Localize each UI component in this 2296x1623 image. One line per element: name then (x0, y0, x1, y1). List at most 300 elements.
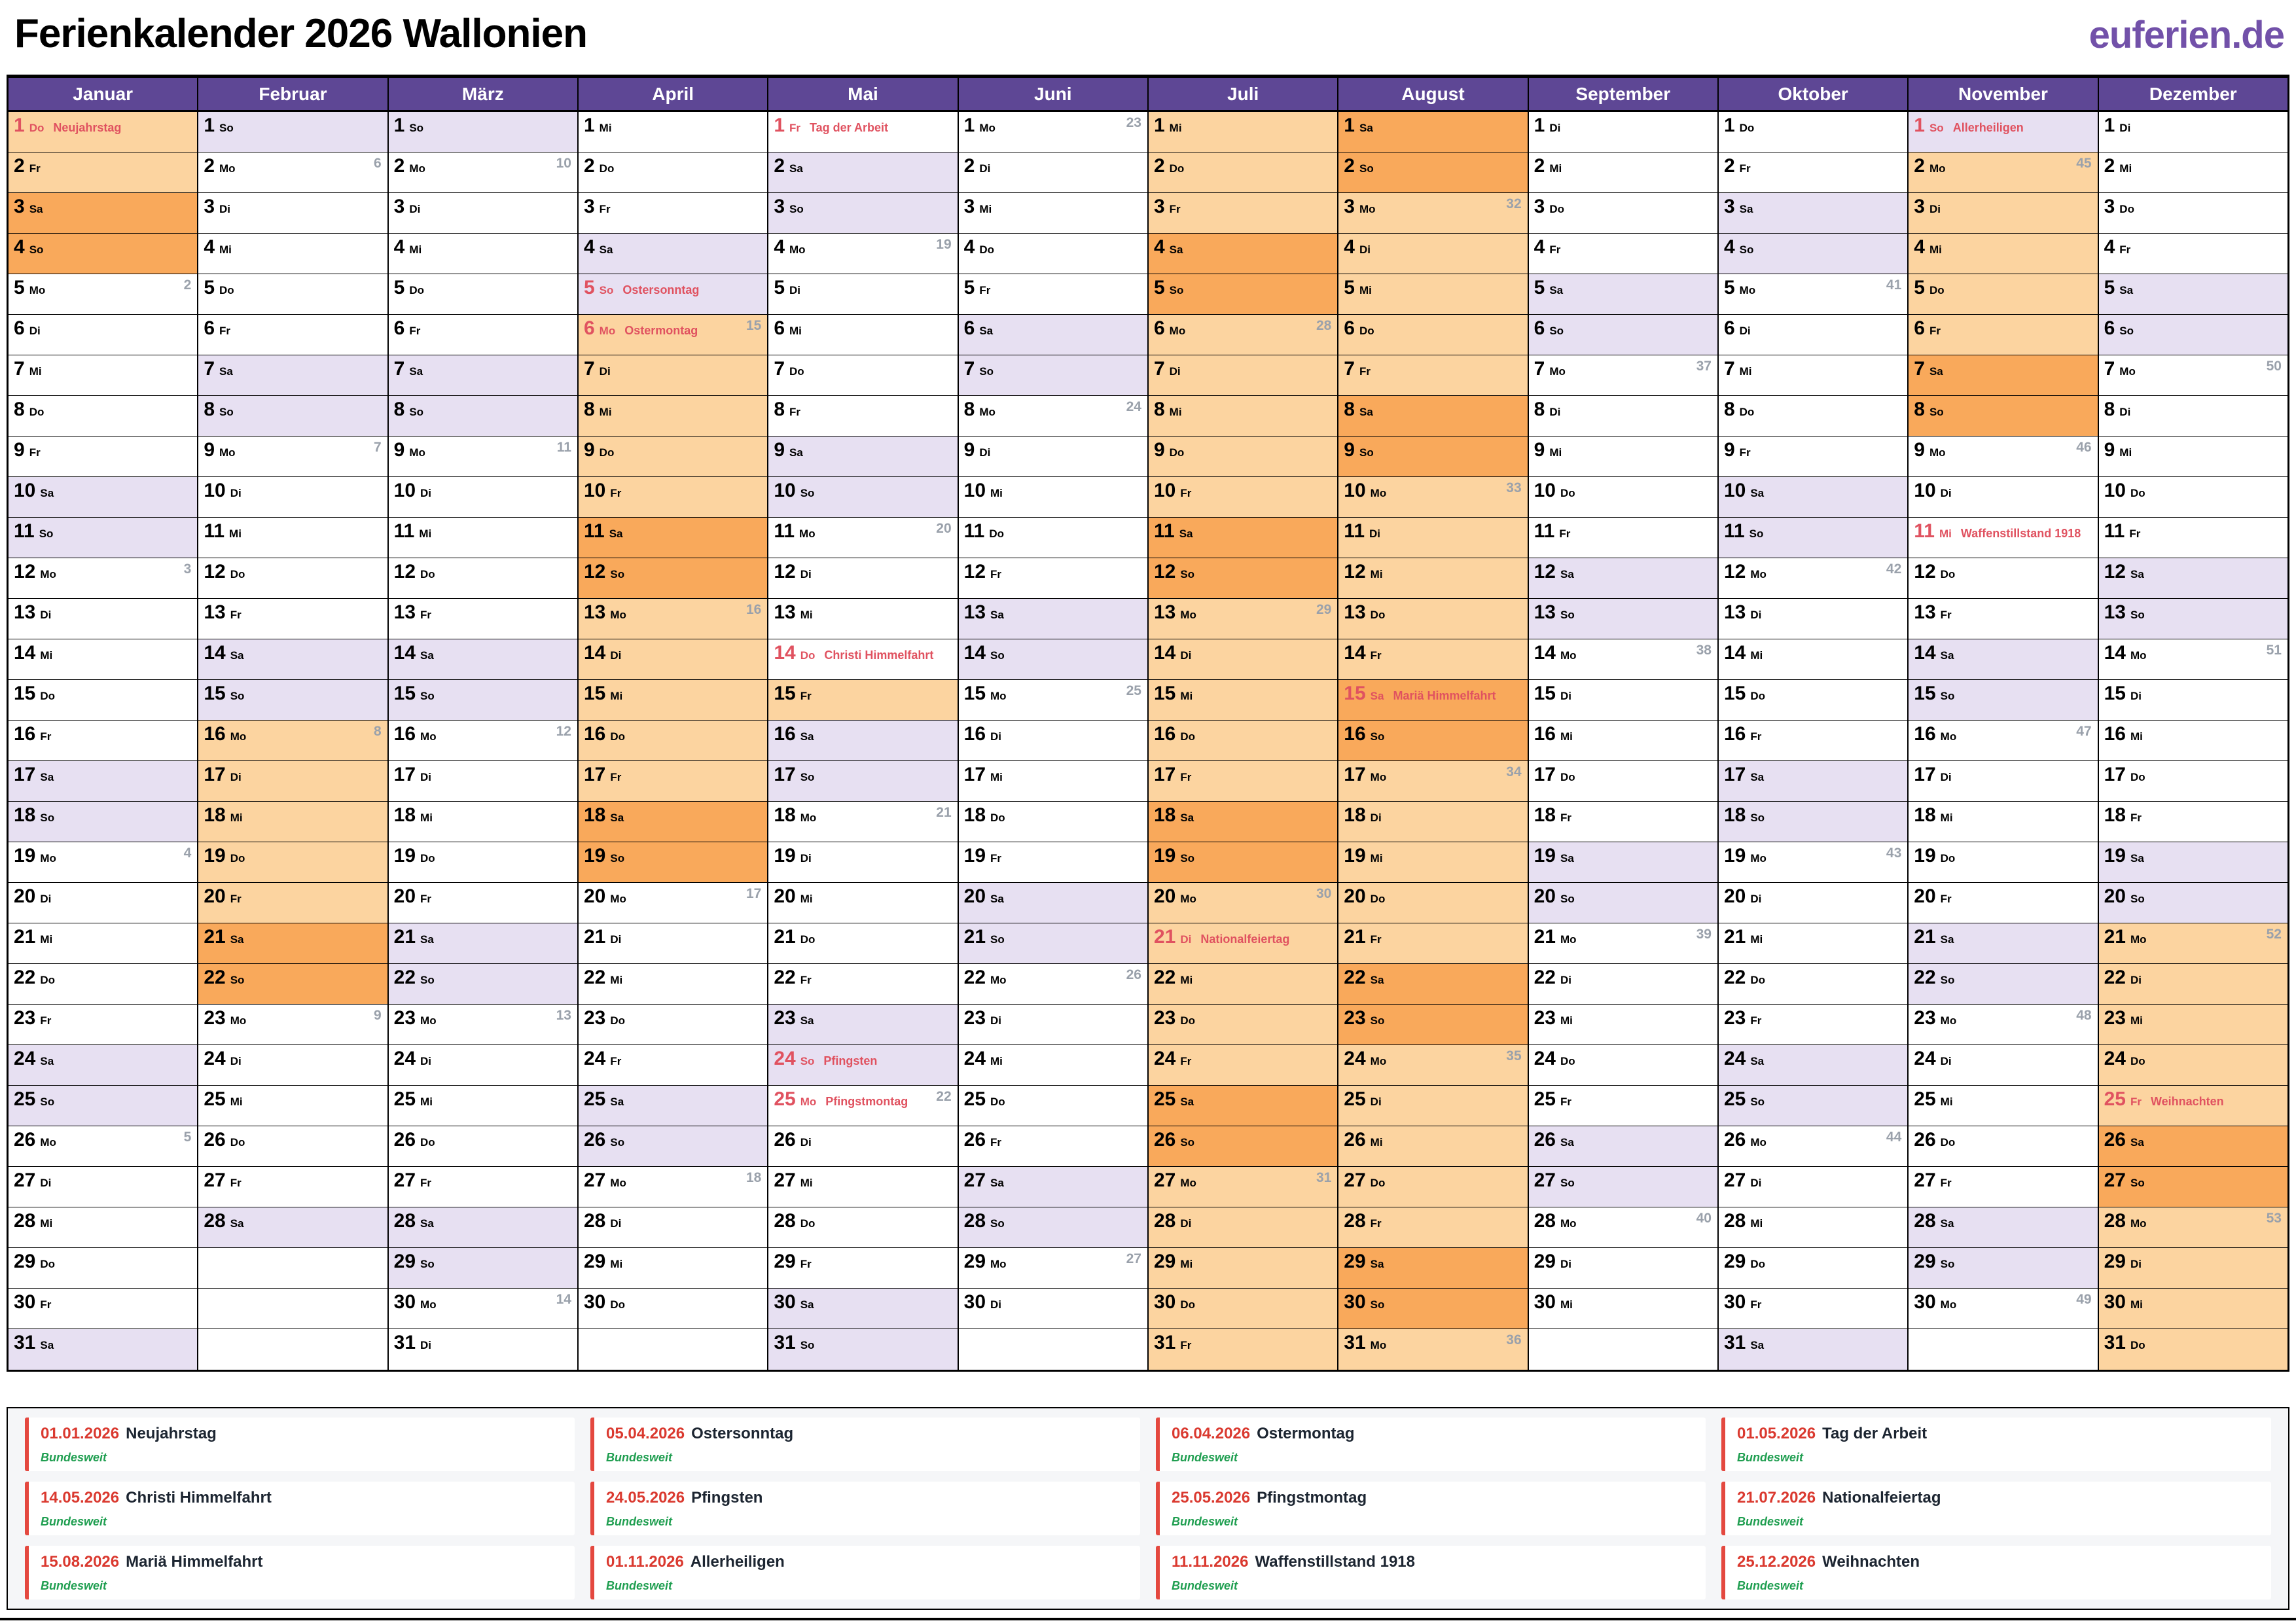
weekday-label: Mi (599, 122, 612, 134)
weekday-label: Sa (40, 487, 54, 499)
day-number: 23 (2104, 1007, 2126, 1029)
week-number: 17 (745, 886, 762, 901)
weekday-label: Mo (979, 122, 996, 134)
day-number: 20 (2104, 885, 2126, 907)
weekday-label: Mo (1940, 1298, 1957, 1311)
day-number: 22 (1344, 967, 1366, 988)
day-number: 27 (1914, 1169, 1936, 1191)
day-november-19 (1909, 842, 2097, 883)
day-number: 19 (1534, 845, 1556, 866)
week-number: 33 (1506, 480, 1522, 495)
week-number: 22 (936, 1089, 952, 1104)
holiday-legend-grid (25, 1418, 2271, 1599)
legend-scope: Bundesweit (606, 1578, 673, 1592)
day-number: 12 (2104, 561, 2126, 582)
weekday-label: Do (800, 933, 816, 946)
day-number: 24 (393, 1048, 416, 1069)
day-marz-25 (389, 1086, 577, 1126)
weekday-label: Di (789, 284, 800, 296)
day-dezember-22 (2099, 964, 2287, 1005)
weekday-label: Di (610, 933, 622, 946)
weekday-label: Mi (800, 893, 813, 905)
holiday-label: Nationalfeiertag (1200, 933, 1290, 946)
day-marz-19 (389, 842, 577, 883)
day-september-19 (1529, 842, 1717, 883)
weekday-label: Fr (979, 284, 991, 296)
weekday-label: Mo (610, 893, 626, 905)
day-dezember-21 (2099, 923, 2287, 964)
day-number: 26 (2104, 1129, 2126, 1150)
weekday-label: Fr (990, 1136, 1002, 1149)
weekday-label: So (39, 527, 54, 540)
day-number: 14 (1534, 642, 1556, 664)
day-number: 2 (14, 155, 25, 177)
day-number: 8 (774, 399, 785, 420)
day-november-7 (1909, 355, 2097, 396)
weekday-label: Di (40, 609, 52, 621)
day-februar-26 (198, 1126, 387, 1167)
weekday-label: Fr (789, 406, 800, 418)
day-mai-26 (768, 1126, 957, 1167)
weekday-label: So (230, 690, 245, 702)
day-number: 30 (1534, 1291, 1556, 1313)
legend-date: 01.01.2026 (41, 1424, 120, 1442)
day-number: 4 (393, 236, 405, 258)
day-number: 16 (14, 723, 36, 745)
weekday-label: Mo (1560, 649, 1577, 662)
day-number: 2 (1344, 155, 1355, 177)
day-februar-16 (198, 721, 387, 761)
day-dezember-29 (2099, 1248, 2287, 1289)
day-oktober-25 (1719, 1086, 1907, 1126)
day-juli-11 (1149, 518, 1337, 558)
month-column-mai (767, 78, 957, 1370)
weekday-label: Di (2130, 690, 2142, 702)
day-april-1 (579, 112, 767, 152)
day-number: 27 (583, 1169, 606, 1191)
day-number: 31 (2104, 1332, 2126, 1353)
day-februar-6 (198, 315, 387, 355)
day-number: 12 (204, 561, 226, 582)
day-number: 10 (1723, 480, 1746, 501)
day-number: 10 (1344, 480, 1366, 501)
day-number: 18 (583, 804, 606, 826)
day-number: 4 (14, 236, 25, 258)
day-number: 1 (1914, 115, 1925, 136)
day-number: 30 (1723, 1291, 1746, 1313)
weekday-label: Di (1940, 487, 1952, 499)
weekday-label: Mi (40, 1217, 53, 1230)
day-april-4 (579, 234, 767, 274)
day-number: 6 (14, 317, 25, 339)
week-number: 3 (183, 562, 192, 577)
week-number: 12 (556, 724, 571, 739)
weekday-label: Di (990, 730, 1002, 743)
day-number: 26 (1153, 1129, 1176, 1150)
day-number: 16 (1344, 723, 1366, 745)
day-number: 28 (774, 1210, 796, 1232)
day-number: 13 (2104, 601, 2126, 623)
weekday-label: Mo (2130, 1217, 2147, 1230)
weekday-label: Do (1169, 446, 1185, 459)
day-number: 23 (1344, 1007, 1366, 1029)
weekday-label: Do (40, 1258, 56, 1270)
day-dezember-30 (2099, 1289, 2287, 1329)
day-januar-7 (9, 355, 197, 396)
day-marz-14 (389, 639, 577, 680)
weekday-label: Sa (1929, 365, 1943, 378)
day-number: 24 (14, 1048, 36, 1069)
weekday-label: Mi (29, 365, 42, 378)
weekday-label: Do (420, 1136, 435, 1149)
weekday-label: Sa (2130, 568, 2144, 580)
day-januar-29 (9, 1248, 197, 1289)
day-januar-8 (9, 396, 197, 437)
day-januar-12 (9, 558, 197, 599)
day-august-17 (1338, 761, 1527, 802)
day-number: 5 (1344, 277, 1355, 298)
day-april-17 (579, 761, 767, 802)
day-februar-8 (198, 396, 387, 437)
weekday-label: Do (990, 1096, 1005, 1108)
month-column-juli (1147, 78, 1337, 1370)
weekday-label: So (1739, 243, 1754, 256)
weekday-label: Di (1560, 690, 1571, 702)
weekday-label: Fr (29, 446, 41, 459)
day-oktober-12 (1719, 558, 1907, 599)
empty-cell (198, 1329, 387, 1370)
weekday-label: Di (230, 771, 242, 783)
weekday-label: So (1549, 325, 1564, 337)
day-november-25 (1909, 1086, 2097, 1126)
weekday-label: Di (1180, 649, 1192, 662)
weekday-label: Mo (420, 730, 437, 743)
day-juni-19 (959, 842, 1147, 883)
day-number: 7 (1344, 358, 1355, 380)
day-september-9 (1529, 437, 1717, 477)
day-dezember-15 (2099, 680, 2287, 721)
weekday-label: Mo (1940, 1014, 1957, 1027)
weekday-label: Do (610, 1298, 626, 1311)
day-januar-21 (9, 923, 197, 964)
weekday-label: Mo (29, 284, 46, 296)
weekday-label: Mi (1180, 974, 1193, 986)
weekday-label: Do (2130, 1339, 2145, 1351)
holiday-label: Neujahrstag (53, 121, 122, 134)
weekday-label: Mi (979, 203, 992, 215)
weekday-label: Di (1180, 933, 1192, 946)
weekday-label: Do (219, 284, 234, 296)
day-april-16 (579, 721, 767, 761)
day-februar-23 (198, 1005, 387, 1045)
weekday-label: Do (1929, 284, 1945, 296)
day-number: 23 (963, 1007, 986, 1029)
weekday-label: Sa (609, 527, 623, 540)
day-number: 9 (963, 439, 975, 461)
day-oktober-13 (1719, 599, 1907, 639)
legend-holiday-name: Christi Himmelfahrt (126, 1488, 272, 1507)
weekday-label: Di (610, 649, 622, 662)
weekday-label: Sa (40, 1055, 54, 1067)
weekday-label: Mo (1940, 730, 1957, 743)
day-april-10 (579, 477, 767, 518)
day-mai-29 (768, 1248, 957, 1289)
day-februar-25 (198, 1086, 387, 1126)
day-number: 13 (1153, 601, 1176, 623)
weekday-label: Mo (599, 325, 616, 337)
weekday-label: Mi (1370, 568, 1383, 580)
day-number: 19 (14, 845, 36, 866)
day-number: 16 (2104, 723, 2126, 745)
day-number: 28 (2104, 1210, 2126, 1232)
day-number: 16 (393, 723, 416, 745)
day-juli-25 (1149, 1086, 1337, 1126)
day-number: 16 (204, 723, 226, 745)
legend-scope: Bundesweit (1172, 1450, 1238, 1464)
weekday-label: So (2130, 893, 2145, 905)
weekday-label: Mo (230, 730, 247, 743)
day-november-17 (1909, 761, 2097, 802)
weekday-label: So (1359, 446, 1374, 459)
weekday-label: Fr (1559, 527, 1571, 540)
weekday-label: Di (420, 487, 432, 499)
day-november-10 (1909, 477, 2097, 518)
day-august-6 (1338, 315, 1527, 355)
week-number: 20 (936, 521, 952, 536)
day-number: 17 (583, 764, 606, 785)
weekday-label: Mi (789, 325, 802, 337)
day-number: 29 (1153, 1251, 1176, 1272)
day-dezember-19 (2099, 842, 2287, 883)
weekday-label: Mi (409, 243, 422, 256)
day-mai-21 (768, 923, 957, 964)
weekday-label: Do (1370, 893, 1386, 905)
weekday-label: Di (1940, 1055, 1952, 1067)
day-number: 8 (204, 399, 215, 420)
weekday-label: Mo (1370, 1055, 1387, 1067)
day-number: 28 (1914, 1210, 1936, 1232)
weekday-label: Fr (1359, 365, 1371, 378)
week-number: 19 (936, 237, 952, 252)
weekday-label: Do (2119, 203, 2134, 215)
weekday-label: Di (610, 1217, 622, 1230)
weekday-label: So (1560, 893, 1575, 905)
weekday-label: Mi (1549, 162, 1562, 175)
weekday-label: Mo (219, 446, 236, 459)
day-number: 26 (963, 1129, 986, 1150)
day-number: 12 (774, 561, 796, 582)
weekday-label: Do (409, 284, 425, 296)
weekday-label: Mi (990, 771, 1003, 783)
day-number: 19 (963, 845, 986, 866)
day-september-11 (1529, 518, 1717, 558)
month-header-april: April (579, 78, 767, 112)
week-number: 53 (2266, 1211, 2282, 1226)
day-number: 19 (204, 845, 226, 866)
day-august-10 (1338, 477, 1527, 518)
day-april-22 (579, 964, 767, 1005)
legend-card-pfingstmontag (1156, 1482, 1706, 1535)
week-number: 2 (183, 277, 192, 293)
day-number: 29 (583, 1251, 606, 1272)
week-number: 35 (1506, 1048, 1522, 1063)
day-januar-1 (9, 112, 197, 152)
weekday-label: So (610, 852, 625, 865)
site-logo[interactable]: euferien.de (2089, 14, 2284, 56)
day-number: 28 (1534, 1210, 1556, 1232)
day-number: 25 (2104, 1088, 2126, 1110)
weekday-label: Mo (230, 1014, 247, 1027)
week-number: 30 (1316, 886, 1332, 901)
weekday-label: Sa (1750, 1339, 1765, 1351)
legend-entry-line (1737, 1553, 2259, 1571)
weekday-label: Do (1180, 1014, 1196, 1027)
day-mai-30 (768, 1289, 957, 1329)
day-marz-4 (389, 234, 577, 274)
day-juli-22 (1149, 964, 1337, 1005)
day-april-15 (579, 680, 767, 721)
weekday-label: Do (789, 365, 804, 378)
legend-date: 11.11.2026 (1172, 1552, 1249, 1571)
day-juli-27 (1149, 1167, 1337, 1207)
day-number: 24 (583, 1048, 606, 1069)
day-number: 27 (1344, 1169, 1366, 1191)
day-number: 9 (14, 439, 25, 461)
day-november-24 (1909, 1045, 2097, 1086)
day-number: 2 (583, 155, 595, 177)
day-number: 8 (1723, 399, 1735, 420)
legend-date: 05.04.2026 (606, 1424, 685, 1442)
month-header-marz: März (389, 78, 577, 112)
weekday-label: Di (1549, 406, 1561, 418)
day-number: 27 (1153, 1169, 1176, 1191)
day-number: 10 (583, 480, 606, 501)
weekday-label: Sa (800, 730, 814, 743)
weekday-label: Di (800, 1136, 812, 1149)
week-number: 36 (1506, 1332, 1522, 1347)
day-juni-21 (959, 923, 1147, 964)
day-oktober-30 (1719, 1289, 1907, 1329)
day-april-12 (579, 558, 767, 599)
day-number: 13 (1344, 601, 1366, 623)
day-januar-2 (9, 152, 197, 193)
day-number: 20 (774, 885, 796, 907)
day-number: 2 (1534, 155, 1545, 177)
weekday-label: So (1749, 527, 1764, 540)
day-number: 16 (1153, 723, 1176, 745)
weekday-label: Fr (599, 203, 611, 215)
day-number: 3 (1723, 196, 1735, 217)
day-februar-18 (198, 802, 387, 842)
day-number: 19 (583, 845, 606, 866)
day-number: 2 (2104, 155, 2115, 177)
weekday-label: So (979, 365, 994, 378)
day-oktober-26 (1719, 1126, 1907, 1167)
day-number: 29 (963, 1251, 986, 1272)
day-mai-9 (768, 437, 957, 477)
day-number: 7 (204, 358, 215, 380)
day-number: 5 (204, 277, 215, 298)
day-februar-15 (198, 680, 387, 721)
day-number: 3 (963, 196, 975, 217)
legend-entry-line (41, 1425, 563, 1443)
day-number: 30 (14, 1291, 36, 1313)
weekday-label: Do (1549, 203, 1564, 215)
day-september-28 (1529, 1207, 1717, 1248)
weekday-label: Mo (990, 1258, 1007, 1270)
weekday-label: Di (420, 1339, 432, 1351)
day-oktober-17 (1719, 761, 1907, 802)
day-number: 4 (1534, 236, 1545, 258)
day-number: 25 (1723, 1088, 1746, 1110)
day-number: 28 (204, 1210, 226, 1232)
day-number: 2 (1153, 155, 1165, 177)
day-november-1 (1909, 112, 2097, 152)
day-dezember-1 (2099, 112, 2287, 152)
weekday-label: Fr (1929, 325, 1941, 337)
day-juli-14 (1149, 639, 1337, 680)
day-number: 14 (14, 642, 36, 664)
day-februar-19 (198, 842, 387, 883)
day-oktober-23 (1719, 1005, 1907, 1045)
weekday-label: Mo (1180, 1177, 1196, 1189)
day-dezember-10 (2099, 477, 2287, 518)
weekday-label: Sa (789, 162, 803, 175)
week-number: 5 (183, 1130, 192, 1145)
day-november-27 (1909, 1167, 2097, 1207)
legend-holiday-name: Pfingsten (691, 1488, 763, 1507)
day-number: 11 (774, 520, 795, 542)
weekday-label: Mi (2130, 1298, 2143, 1311)
day-number: 9 (1153, 439, 1165, 461)
weekday-label: Sa (610, 1096, 624, 1108)
week-number: 11 (556, 440, 571, 455)
day-number: 15 (583, 683, 606, 704)
holiday-label: Tag der Arbeit (810, 121, 889, 134)
day-number: 10 (1153, 480, 1176, 501)
weekday-label: Fr (1370, 933, 1382, 946)
day-number: 26 (774, 1129, 796, 1150)
day-number: 28 (393, 1210, 416, 1232)
day-number: 30 (1914, 1291, 1936, 1313)
day-januar-4 (9, 234, 197, 274)
day-september-25 (1529, 1086, 1717, 1126)
day-number: 14 (393, 642, 416, 664)
day-juni-24 (959, 1045, 1147, 1086)
holiday-legend (7, 1407, 2289, 1610)
empty-cell (1529, 1329, 1717, 1370)
weekday-label: Do (1560, 487, 1575, 499)
day-number: 16 (583, 723, 606, 745)
legend-holiday-name: Allerheiligen (690, 1552, 785, 1571)
week-number: 8 (373, 724, 382, 739)
weekday-label: So (800, 487, 815, 499)
day-marz-10 (389, 477, 577, 518)
month-header-november: November (1909, 78, 2097, 112)
day-februar-7 (198, 355, 387, 396)
day-april-21 (579, 923, 767, 964)
weekday-label: Do (420, 852, 435, 865)
weekday-label: So (610, 568, 625, 580)
holiday-label: Mariä Himmelfahrt (1393, 689, 1496, 702)
day-number: 23 (204, 1007, 226, 1029)
day-number: 11 (963, 520, 985, 542)
day-april-25 (579, 1086, 767, 1126)
day-dezember-7 (2099, 355, 2287, 396)
day-number: 29 (2104, 1251, 2126, 1272)
day-number: 8 (1914, 399, 1925, 420)
day-januar-26 (9, 1126, 197, 1167)
